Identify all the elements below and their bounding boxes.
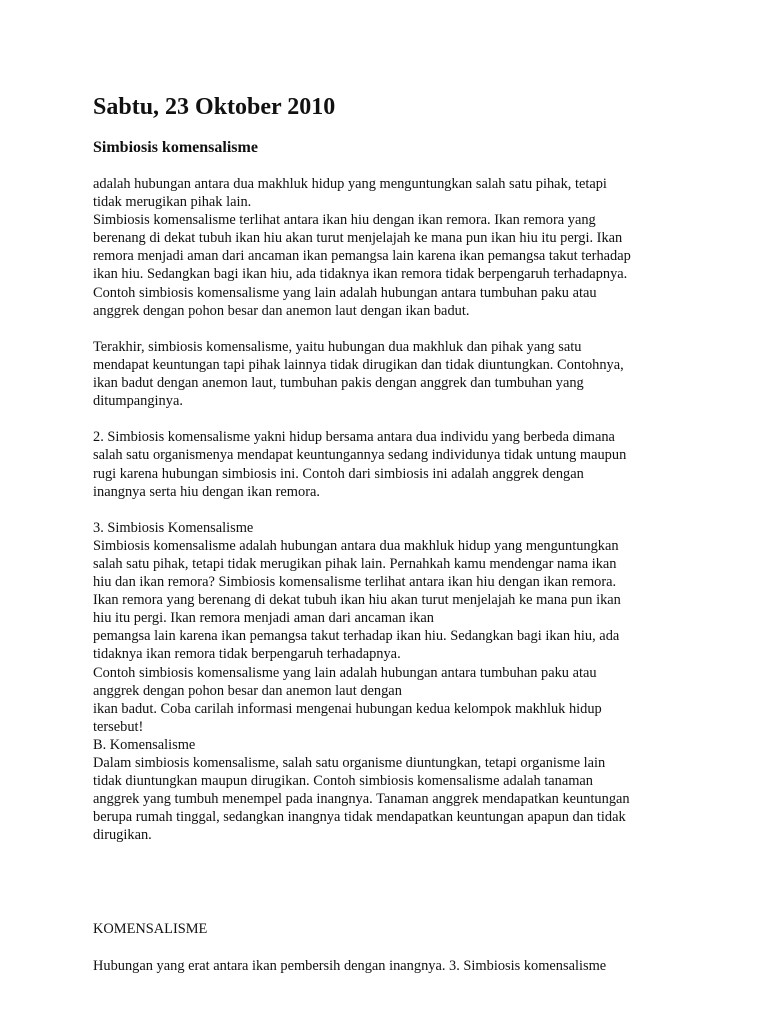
text-line: berupa rumah tinggal, sedangkan inangnya tidak mendapatkan keuntungan apapun dan tidak: [93, 809, 626, 826]
text-line: pemangsa lain karena ikan pemangsa takut terhadap ikan hiu. Sedangkan bagi ikan hiu, ada: [93, 628, 620, 645]
text-line: B. Komensalisme: [93, 736, 196, 753]
text-line: salah satu organismenya mendapat keuntungannya sedang individunya tidak untung maupun: [93, 447, 627, 464]
paragraph-gap: [93, 320, 673, 338]
paragraph-gap: [93, 501, 673, 519]
text-line: Hubungan yang erat antara ikan pembersih dengan inangnya. 3. Simbiosis komensalisme: [93, 957, 607, 974]
section-gap: [93, 844, 673, 920]
text-line: ikan badut dengan anemon laut, tumbuhan pakis dengan anggrek dan tumbuhan yang: [93, 375, 584, 392]
text-line: anggrek dengan pohon besar dan anemon laut dengan ikan badut.: [93, 302, 470, 319]
text-line: anggrek dengan pohon besar dan anemon laut dengan: [93, 682, 402, 699]
text-line: dirugikan.: [93, 827, 152, 844]
paragraph-hubungan: [93, 957, 673, 975]
text-line: ikan badut. Coba carilah informasi mengenai hubungan kedua kelompok makhluk hidup: [93, 700, 602, 717]
text-line: ikan hiu. Sedangkan bagi ikan hiu, ada tidaknya ikan remora tidak berpengaruh terhadapnya.: [93, 266, 628, 283]
text-line: tidak diuntungkan maupun dirugikan. Contoh simbiosis komensalisme adalah tanaman: [93, 773, 593, 790]
text-line: salah satu pihak, tetapi tidak merugikan pihak lain. Pernahkah kamu mendengar nama ikan: [93, 555, 617, 572]
paragraph-terakhir: [93, 338, 673, 410]
text-line: ditumpanginya.: [93, 393, 183, 410]
text-line: Simbiosis komensalisme terlihat antara ikan hiu dengan ikan remora. Ikan remora yang: [93, 212, 596, 229]
paragraph-point-2: [93, 428, 673, 500]
paragraph-gap: [93, 939, 673, 957]
text-line: 3. Simbiosis Komensalisme: [93, 519, 254, 536]
text-line: Ikan remora yang berenang di dekat tubuh ikan hiu akan turut menjelajah ke mana pun ikan: [93, 592, 621, 609]
text-line: Terakhir, simbiosis komensalisme, yaitu hubungan dua makhluk dan pihak yang satu: [93, 338, 582, 355]
section-heading-komensalisme: [93, 920, 673, 938]
text-line: inangnya serta hiu dengan ikan remora.: [93, 483, 320, 500]
text-line: berenang di dekat tubuh ikan hiu akan turut menjelajah ke mana pun ikan hiu itu pergi. Ikan: [93, 230, 623, 247]
text-line: rugi karena hubungan simbiosis ini. Contoh dari simbiosis ini adalah anggrek dengan: [93, 465, 584, 482]
text-line: Contoh simbiosis komensalisme yang lain adalah hubungan antara tumbuhan paku atau: [93, 284, 597, 301]
text-line: tidak merugikan pihak lain.: [93, 194, 252, 211]
text-line: tersebut!: [93, 718, 144, 735]
text-line: anggrek yang tumbuh menempel pada inangnya. Tanaman anggrek mendapatkan keuntungan: [93, 791, 630, 808]
text-line: hiu itu pergi. Ikan remora menjadi aman dari ancaman ikan: [93, 610, 434, 627]
post-title: Simbiosis komensalisme: [93, 139, 258, 156]
text-line: remora menjadi aman dari ancaman ikan pemangsa lain karena ikan pemangsa takut terhadap: [93, 248, 631, 265]
text-line: adalah hubungan antara dua makhluk hidup yang menguntungkan salah satu pihak, tetapi: [93, 176, 607, 192]
text-line: Simbiosis komensalisme adalah hubungan antara dua makhluk hidup yang menguntungkan: [93, 537, 619, 554]
text-line: KOMENSALISME: [93, 921, 208, 938]
paragraph-gap: [93, 410, 673, 428]
paragraph-point-3: [93, 519, 673, 845]
text-line: Contoh simbiosis komensalisme yang lain adalah hubungan antara tumbuhan paku atau: [93, 664, 597, 681]
text-line: tidaknya ikan remora tidak berpengaruh terhadapnya.: [93, 646, 401, 663]
date-heading: Sabtu, 23 Oktober 2010: [93, 94, 336, 120]
text-line: mendapat keuntungan tapi pihak lainnya tidak dirugikan dan tidak diuntungkan. Contohnya,: [93, 356, 624, 373]
text-line: hiu dan ikan remora? Simbiosis komensalisme terlihat antara ikan hiu dengan ikan remora.: [93, 574, 617, 591]
text-line: 2. Simbiosis komensalisme yakni hidup bersama antara dua individu yang berbeda dimana: [93, 429, 615, 446]
article-body: [93, 175, 673, 975]
paragraph-intro: [93, 175, 673, 320]
text-line: Dalam simbiosis komensalisme, salah satu organisme diuntungkan, tetapi organisme lain: [93, 755, 606, 771]
